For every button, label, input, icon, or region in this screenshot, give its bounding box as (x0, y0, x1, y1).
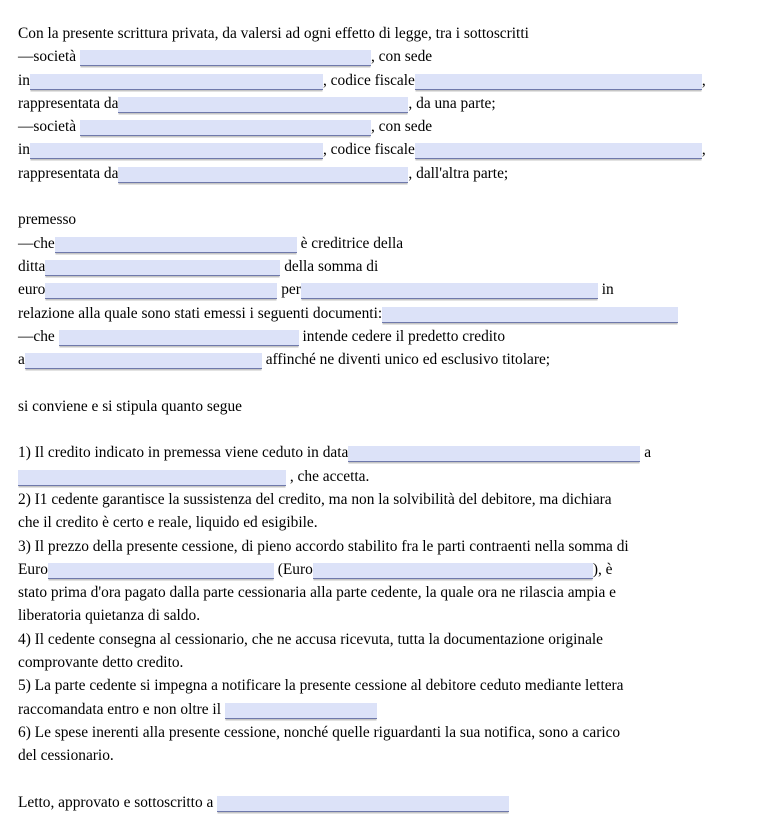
clause-3-euro-lettere-input[interactable] (313, 563, 593, 579)
clause-1-cessionario-input[interactable] (18, 470, 286, 486)
premesso-heading: premesso (18, 211, 77, 229)
party1-societa-input[interactable] (80, 50, 371, 66)
clause-1-text-part1: 1) Il credito indicato in premessa viene ceduto in data (18, 444, 349, 462)
premesso-ditta-line (18, 255, 748, 278)
party2-comma: , (701, 141, 706, 159)
clause-1-text-part3: , che accetta. (289, 467, 370, 485)
party2-sede-input[interactable] (30, 143, 323, 159)
party2-rappresentante-line (18, 162, 748, 185)
clause-5-label: raccomandata entro e non oltre il (18, 700, 221, 718)
premesso-euro-label: euro (18, 281, 46, 299)
party1-rappresentante-input[interactable] (118, 97, 408, 113)
premesso-euro-line (18, 278, 748, 301)
closing-luogo-input[interactable] (217, 796, 509, 812)
premesso-documenti-line (18, 302, 748, 325)
party2-rappresentata-label: rappresentata da (18, 164, 119, 182)
premesso-ditta-label: ditta (18, 257, 46, 275)
spacer-before-premesso (18, 185, 748, 208)
closing-label: Letto, approvato e sottoscritto a (18, 793, 214, 811)
clause-2-line1: 2) I1 cedente garantisce la sussistenza del credito, ma non la solvibilità del debitore, ma dichiara (18, 490, 612, 508)
party1-comma: , (701, 71, 706, 89)
party1-da-una-parte-label: , da una parte; (408, 94, 496, 112)
premesso-cessionario-input[interactable] (25, 353, 262, 369)
spacer-before-clauses (18, 418, 748, 441)
party1-rappresentante-line (18, 92, 748, 115)
party2-sede-line (18, 138, 748, 161)
party2-in-label: in (18, 141, 30, 159)
clause-1-text-part2: a (644, 444, 652, 462)
party2-codice-fiscale-input[interactable] (415, 143, 702, 159)
party2-cf-label: , codice fiscale (322, 141, 415, 159)
closing-line (18, 791, 748, 814)
premesso-che-label: —che (18, 234, 55, 252)
clause-6-line1: 6) Le spese inerenti alla presente cessione, nonché quelle riguardanti la sua notifica, sono a carico (18, 723, 621, 741)
clause-3-line4: liberatoria quietanza di saldo. (18, 607, 201, 625)
clause-2-line2: che il credito è certo e reale, liquido ed esigibile. (18, 514, 318, 532)
premesso-cedente-line (18, 325, 748, 348)
spacer-before-closing (18, 768, 748, 791)
premesso-affinche-label: affinché ne diventi unico ed esclusivo titolare; (265, 351, 551, 369)
party1-con-sede-label: , con sede (370, 48, 433, 66)
party2-con-sede-label: , con sede (370, 118, 433, 136)
premesso-documenti-label: relazione alla quale sono stati emessi i seguenti documenti: (18, 304, 383, 322)
stipula-line: si conviene e si stipula quanto segue (18, 397, 242, 415)
party1-cf-label: , codice fiscale (322, 71, 415, 89)
premesso-a-label: a (18, 351, 25, 369)
party1-societa-line (18, 45, 748, 68)
clause-3-close-paren: ), è (592, 560, 613, 578)
premesso-documenti-input[interactable] (382, 307, 678, 323)
premesso-creditrice-line (18, 232, 748, 255)
clause-1-line2 (18, 465, 748, 488)
premesso-euro-input[interactable] (45, 283, 277, 299)
party2-societa-label: —società (18, 118, 77, 136)
party1-codice-fiscale-input[interactable] (415, 74, 702, 90)
premesso-che2-label: —che (18, 327, 55, 345)
premesso-somma-label: della somma di (284, 257, 379, 275)
clause-4-line2: comprovante detto credito. (18, 654, 184, 672)
clause-5-data-input[interactable] (225, 703, 377, 719)
premesso-creditrice-input[interactable] (55, 237, 297, 253)
party1-sede-input[interactable] (30, 74, 323, 90)
premesso-cedente-input[interactable] (59, 330, 299, 346)
clause-6-line2: del cessionario. (18, 747, 114, 765)
clause-1-line1 (18, 441, 748, 464)
spacer-before-stipula (18, 371, 748, 394)
party2-dallaltra-parte-label: , dall'altra parte; (408, 164, 509, 182)
premesso-per-label: per (281, 281, 301, 299)
clause-4-line1: 4) Il cedente consegna al cessionario, che ne accusa ricevuta, tutta la documentazione originale (18, 630, 604, 648)
party2-rappresentante-input[interactable] (118, 167, 408, 183)
premesso-cessionario-line (18, 348, 748, 371)
party1-rappresentata-label: rappresentata da (18, 94, 119, 112)
clause-5-line1: 5) La parte cedente si impegna a notificare la presente cessione al debitore ceduto mediante lettera (18, 677, 624, 695)
party1-in-label: in (18, 71, 30, 89)
party1-societa-label: —società (18, 48, 77, 66)
clause-5-line2 (18, 698, 748, 721)
clause-3-euro-cifre-input[interactable] (48, 563, 274, 579)
document-body (18, 22, 748, 814)
clause-3-euro-paren-label: (Euro (277, 560, 313, 578)
premesso-ditta-input[interactable] (45, 260, 280, 276)
party2-societa-line (18, 115, 748, 138)
clause-3-line1: 3) Il prezzo della presente cessione, di pieno accordo stabilito fra le parti contraenti nella somma di (18, 537, 629, 555)
party1-sede-line (18, 69, 748, 92)
clause-3-euro-label: Euro (18, 560, 48, 578)
clause-1-data-input[interactable] (348, 446, 640, 462)
clause-3-line3: stato prima d'ora pagato dalla parte cessionaria alla parte cedente, la quale ora ne rilascia ampia e (18, 584, 617, 602)
premesso-causale-input[interactable] (301, 283, 598, 299)
intro-line: Con la presente scrittura privata, da valersi ad ogni effetto di legge, tra i sottoscritti (18, 25, 529, 42)
premesso-creditrice-label: è creditrice della (300, 234, 404, 252)
premesso-intende-cedere-label: intende cedere il predetto credito (302, 327, 506, 345)
party2-societa-input[interactable] (80, 120, 371, 136)
premesso-in-label: in (601, 281, 614, 299)
clause-3-line2 (18, 558, 748, 581)
